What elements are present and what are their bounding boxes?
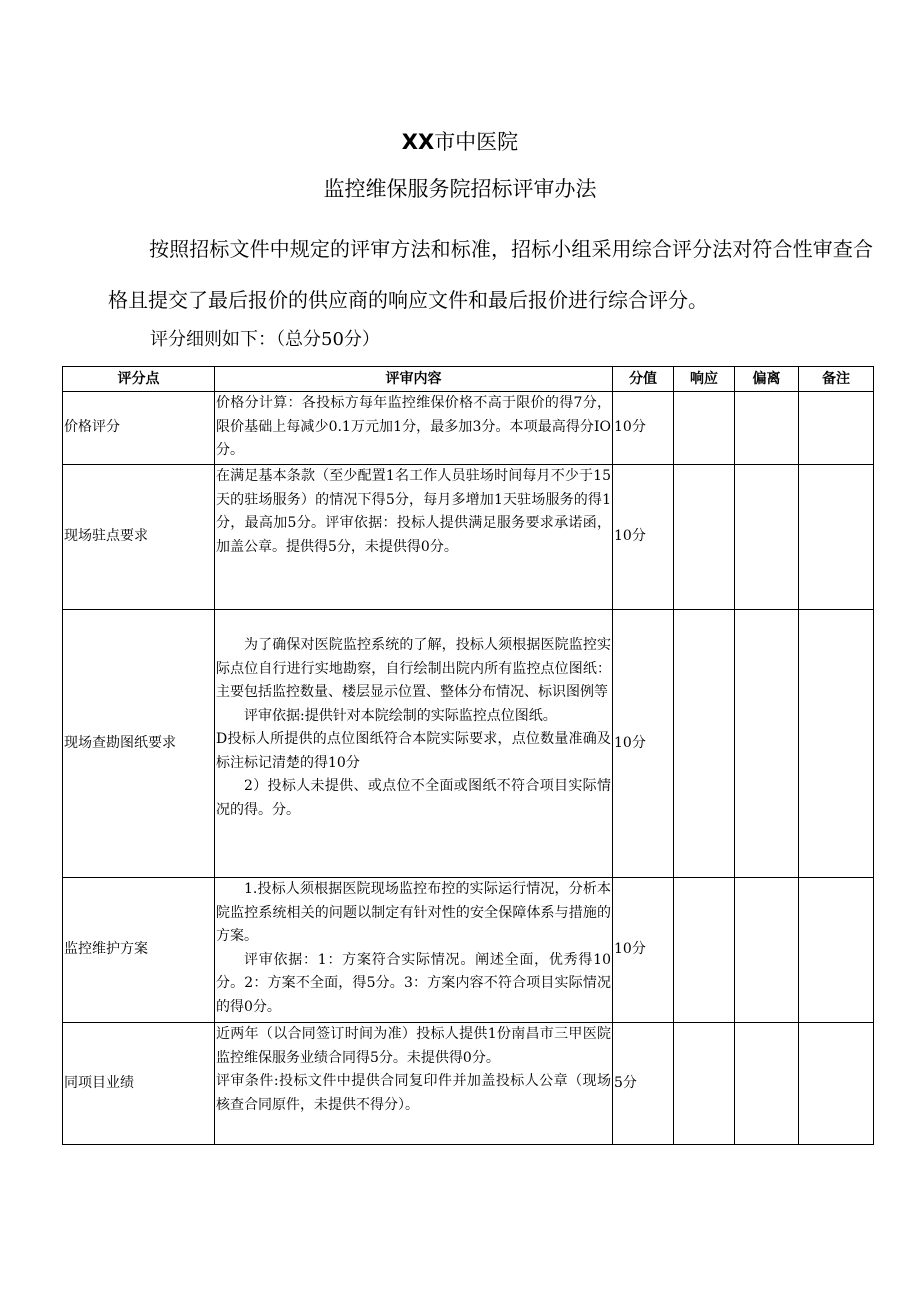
row-score: 5分 — [613, 1023, 674, 1145]
row-remark-cell — [799, 392, 874, 465]
row-remark-cell — [799, 1023, 874, 1145]
row-point: 监控维护方案 — [63, 878, 215, 1023]
row-content — [215, 610, 613, 878]
content-para: 1.投标人须根据医院现场监控布控的实际运行情况，分析本院监控系统相关的问题以制定有针对性的安全保障体系与措施的方案。 — [216, 881, 611, 944]
header-content: 评审内容 — [215, 367, 613, 392]
title-rest: 市中医院 — [434, 130, 519, 154]
row-point: 价格评分 — [63, 392, 215, 465]
row-deviation-cell — [735, 1023, 799, 1145]
row-response-cell — [674, 610, 735, 878]
table-row — [63, 465, 874, 610]
row-response-cell — [674, 392, 735, 465]
row-score: 10分 — [613, 465, 674, 610]
row-remark-cell — [799, 878, 874, 1023]
table-row — [63, 1023, 874, 1145]
row-content — [215, 465, 613, 610]
row-content — [215, 878, 613, 1023]
content-para: 评审依据:提供针对本院绘制的实际监控点位图纸。 — [244, 707, 557, 724]
row-deviation-cell — [735, 392, 799, 465]
title-prefix: XX — [401, 130, 435, 154]
row-score: 10分 — [613, 878, 674, 1023]
content-para: 2）投标人未提供、或点位不全面或图纸不符合项目实际情况的得。分。 — [216, 778, 611, 818]
rules-line: 评分细则如下：（总分50分） — [150, 329, 380, 350]
row-response-cell — [674, 878, 735, 1023]
row-point: 现场查勘图纸要求 — [63, 610, 215, 878]
header-deviation: 偏离 — [735, 367, 799, 392]
row-content — [215, 1023, 613, 1145]
scoring-table — [62, 366, 874, 1145]
row-deviation-cell — [735, 878, 799, 1023]
table-row — [63, 878, 874, 1023]
header-remark: 备注 — [799, 367, 874, 392]
content-para: 价格分计算：各投标方每年监控维保价格不高于限价的得7分，限价基础上每减少0.1万元加1分，最多加3分。本项最高得分IO分。 — [216, 395, 611, 458]
header-response: 响应 — [674, 367, 735, 392]
content-para: D投标人所提供的点位图纸符合本院实际要求，点位数量准确及标注标记清楚的得10分 — [216, 731, 611, 771]
content-para: 为了确保对医院监控系统的了解，投标人须根据医院监控实际点位自行进行实地勘察，自行绘制出院内所有监控点位图纸：主要包括监控数量、楼层显示位置、整体分布情况、标识图例等 — [216, 637, 611, 700]
content-para: 评审条件:投标文件中提供合同复印件并加盖投标人公章（现场核查合同原件，未提供不得分）。 — [216, 1073, 611, 1113]
table-header-row — [63, 367, 874, 392]
row-response-cell — [674, 1023, 735, 1145]
row-point: 现场驻点要求 — [63, 465, 215, 610]
table-row — [63, 610, 874, 878]
row-deviation-cell — [735, 610, 799, 878]
header-score: 分值 — [613, 367, 674, 392]
row-deviation-cell — [735, 465, 799, 610]
row-remark-cell — [799, 465, 874, 610]
row-score: 10分 — [613, 392, 674, 465]
table-row — [63, 392, 874, 465]
row-content — [215, 392, 613, 465]
header-point: 评分点 — [63, 367, 215, 392]
page-subtitle: 监控维保服务院招标评审办法 — [323, 177, 597, 201]
row-point: 同项目业绩 — [63, 1023, 215, 1145]
row-remark-cell — [799, 610, 874, 878]
intro-paragraph: 按照招标文件中规定的评审方法和标准，招标小组采用综合评分法对符合性审查合格且提交了最后报价的供应商的响应文件和最后报价进行综合评分。 — [108, 237, 873, 312]
row-response-cell — [674, 465, 735, 610]
content-para: 评审依据：1：方案符合实际情况。阐述全面，优秀得10分。2：方案不全面，得5分。3：方案内容不符合项目实际情况的得0分。 — [216, 951, 611, 1015]
page-title — [0, 128, 920, 156]
content-para: 在满足基本条款（至少配置1名工作人员驻场时间每月不少于15天的驻场服务）的情况下得5分，每月多增加1天驻场服务的得1分，最高加5分。评审依据：投标人提供满足服务要求承诺函，加盖公章。提供得5分，未提供得0分。 — [216, 468, 611, 555]
content-para: 近两年（以合同签订时间为准）投标人提供1份南昌市三甲医院监控维保服务业绩合同得5分。未提供得0分。 — [216, 1026, 611, 1066]
row-score: 10分 — [613, 610, 674, 878]
